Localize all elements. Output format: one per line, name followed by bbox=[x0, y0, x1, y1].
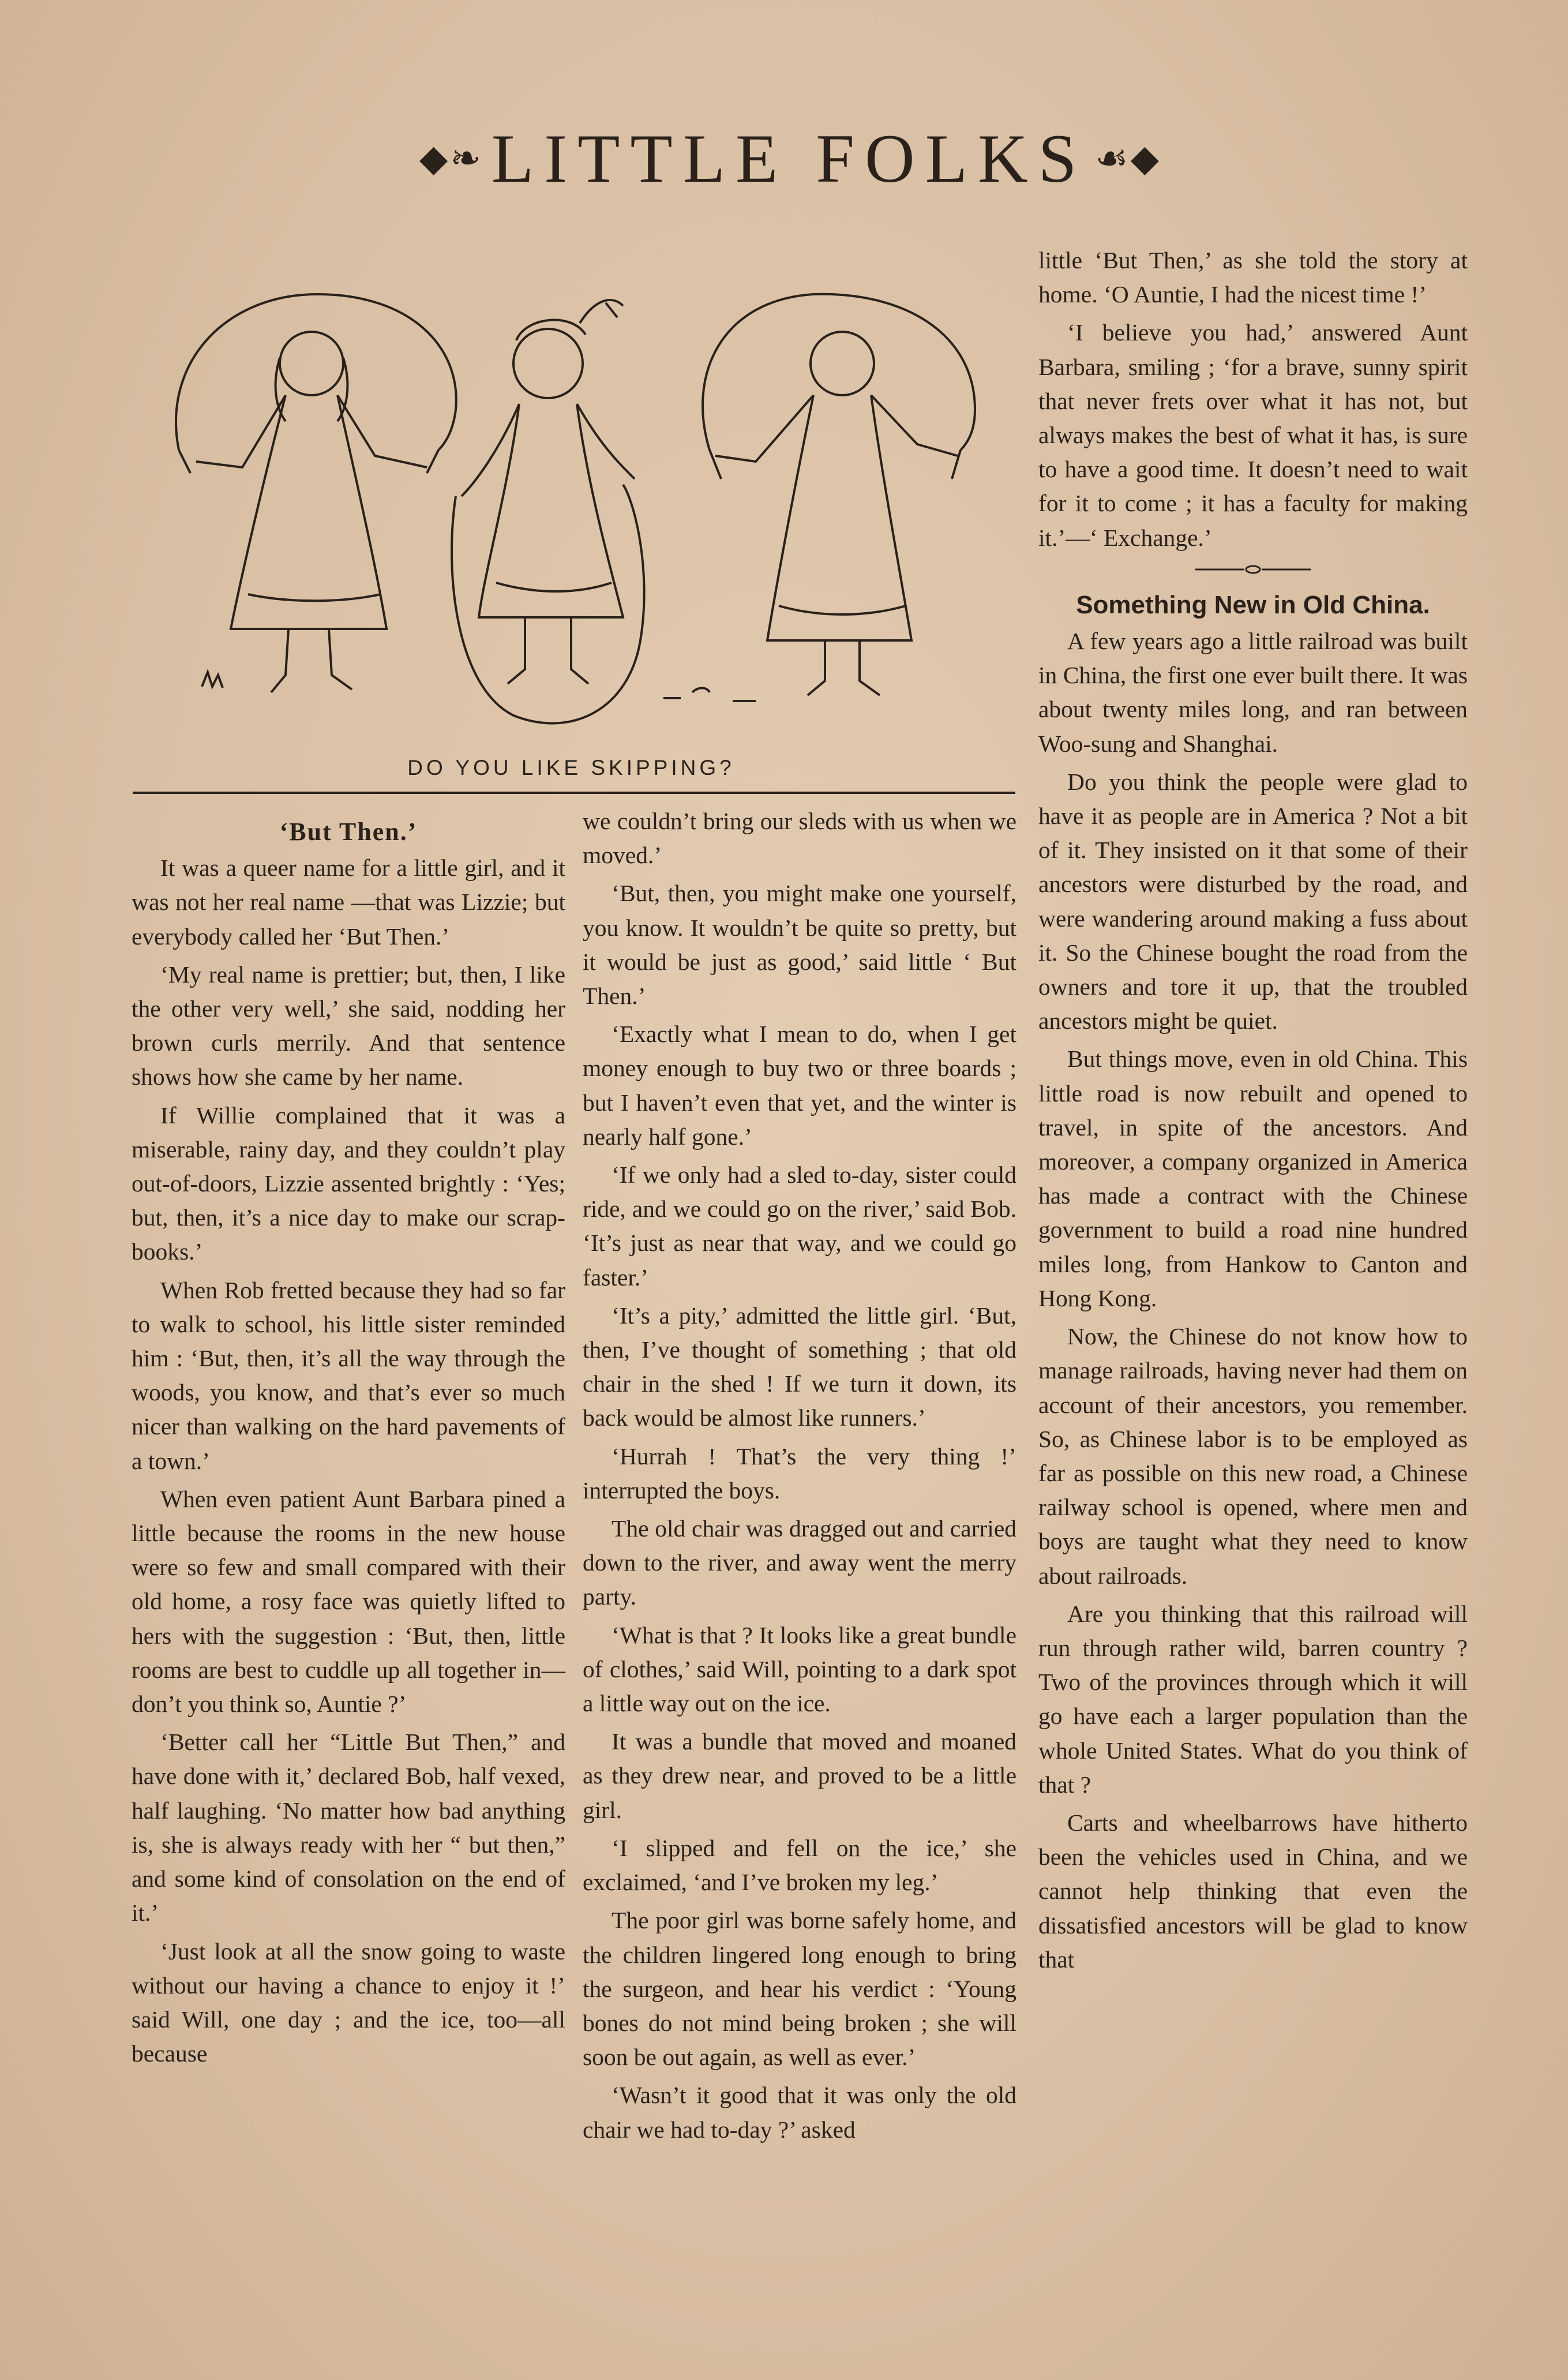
paragraph: It was a bundle that moved and moaned as they drew near, and proved to be a little girl. bbox=[583, 1728, 1016, 1823]
paragraph: Do you think the people were glad to have it as people are in America ? Not a bit of it. They insisted on it that some of their ancestors were disturbed by the road, and were wandering around making a fuss about it. So the Chinese bought the road from the owners and tore it up, that the troubled ancestors might be quiet. bbox=[1038, 768, 1468, 1035]
paragraph: The poor girl was borne safely home, and the children lingered long enough to bring the surgeon, and hear his verdict : ‘Young bones do not mind being broken ; she will soon be out again, as well as ever.’ bbox=[583, 1907, 1016, 2071]
girl-3-drawing bbox=[663, 294, 975, 701]
paragraph: little ‘But Then,’ as she told the story at home. ‘O Auntie, I had the nicest time !’ bbox=[1038, 247, 1468, 308]
paragraph: ‘What is that ? It looks like a great bundle of clothes,’ said Will, pointing to a dark spot a little way out on the ice. bbox=[583, 1621, 1016, 1717]
paragraph: Are you thinking that this railroad will run through rather wild, barren country ? Two of the provinces through which it will go have each a larger population than the whole United States. What do you think of that ? bbox=[1038, 1600, 1468, 1798]
paragraph: ‘Hurrah ! That’s the very thing !’ interrupted the boys. bbox=[583, 1442, 1016, 1504]
paragraph: ‘Exactly what I mean to do, when I get money enough to buy two or three boards ; but I haven’t even that yet, and the winter is nearly half gone.’ bbox=[583, 1021, 1016, 1150]
paragraph: The old chair was dragged out and carried down to the river, and away went the merry party. bbox=[583, 1515, 1016, 1610]
divider-ornament-icon bbox=[1195, 564, 1311, 575]
right-ornament: ☙◆ bbox=[1095, 138, 1161, 179]
article-divider bbox=[1038, 559, 1468, 580]
paragraph: A few years ago a little railroad was built in China, the first one ever built there. It was about twenty miles long, and ran between Woo-sung and Shanghai. bbox=[1038, 628, 1468, 757]
paragraph: ‘Better call her “Little But Then,” and have done with it,’ declared Bob, half vexed, half laughing. ‘No matter how bad anything is, she is always ready with her “ but then,” and some kind of consolation on the end of it.’ bbox=[132, 1729, 565, 1927]
article-title-old-china: Something New in Old China. bbox=[1076, 590, 1430, 619]
paragraph: It was a queer name for a little girl, and it was not her real name —that was Lizzie; but everybody called her ‘But Then.’ bbox=[132, 854, 565, 950]
section-rule bbox=[133, 792, 1015, 794]
paragraph: ‘I slipped and fell on the ice,’ she exclaimed, ‘and I’ve broken my leg.’ bbox=[583, 1834, 1016, 1896]
column-1 bbox=[132, 815, 565, 2075]
girl-1-drawing bbox=[176, 294, 456, 692]
paragraph: ‘If we only had a sled to-day, sister could ride, and we could go on the river,’ said Bob. ‘It’s just as near that way, and we could go faster.’ bbox=[583, 1161, 1016, 1291]
paragraph: When even patient Aunt Barbara pined a little because the rooms in the new house were so few and small compared with their old home, a rosy face was quietly lifted to hers with the suggestion : ‘But, then, little rooms are best to cuddle up all together in—don’t you think so, Auntie ?’ bbox=[132, 1485, 565, 1718]
column-2 bbox=[583, 804, 1016, 2151]
paragraph: Now, the Chinese do not know how to manage railroads, having never had them on account of their ancestors, you remember. So, as Chinese labor is to be employed as far as possible on this new road, a Chinese railway school is opened, where men and boys are taught what they need to know about railroads. bbox=[1038, 1323, 1468, 1589]
paragraph: ‘Just look at all the snow going to waste without our having a chance to enjoy it !’ said Will, one day ; and the ice, too—all because bbox=[132, 1937, 565, 2067]
paragraph: ‘It’s a pity,’ admitted the little girl. ‘But, then, I’ve thought of something ; that old chair in the shed ! If we turn it down, its back would be almost like runners.’ bbox=[583, 1302, 1016, 1431]
girl-2-drawing bbox=[452, 300, 644, 724]
paragraph: If Willie complained that it was a miserable, rainy day, and they couldn’t play out-of-doors, Lizzie assented brightly : ‘Yes; but, then, it’s a nice day to make our scrap-books.’ bbox=[132, 1101, 565, 1265]
paragraph: ‘Wasn’t it good that it was only the old chair we had to-day ?’ asked bbox=[583, 2082, 1016, 2143]
paragraph: we couldn’t bring our sleds with us when we moved.’ bbox=[583, 808, 1016, 869]
paragraph: Carts and wheelbarrows have hitherto been the vehicles used in China, and we cannot help thinking that even the dissatisfied ancestors will be glad to know that bbox=[1038, 1809, 1468, 1973]
left-ornament: ◆❧ bbox=[419, 138, 483, 179]
paragraph: But things move, even in old China. This little road is now rebuilt and opened to travel, in spite of the ancestors. And moreover, a company organized in America has made a contract with the Chinese government to build a road nine hundred miles long, from Hankow to Canton and Hong Kong. bbox=[1038, 1045, 1468, 1311]
masthead bbox=[369, 120, 1211, 197]
column-3 bbox=[1038, 243, 1468, 1981]
article-title-but-then: ‘But Then.’ bbox=[279, 818, 418, 846]
paragraph: ‘My real name is prettier; but, then, I like the other very well,’ she said, nodding her brown curls merrily. And that sentence shows how she came by her name. bbox=[132, 961, 565, 1090]
masthead-title: LITTLE FOLKS bbox=[491, 120, 1087, 197]
skipping-girls-illustration bbox=[156, 271, 1010, 750]
paragraph: ‘But, then, you might make one yourself, you know. It wouldn’t be quite so pretty, but it would be just as good,’ said little ‘ But Then.’ bbox=[583, 880, 1016, 1010]
illustration-caption: DO YOU LIKE SKIPPING? bbox=[407, 756, 735, 779]
paragraph: When Rob fretted because they had so far to walk to school, his little sister reminded him : ‘But, then, it’s all the way through the woods, you know, and that’s ever so much nicer than walking on the hard pavements of a town.’ bbox=[132, 1276, 565, 1474]
paragraph: ‘I believe you had,’ answered Aunt Barbara, smiling ; ‘for a brave, sunny spirit that never frets over what it has not, but always makes the best of what it has, is sure to have a good time. It doesn’t need to wait for it to come ; it has a faculty for making it.’—‘ Exchange.’ bbox=[1038, 319, 1468, 551]
